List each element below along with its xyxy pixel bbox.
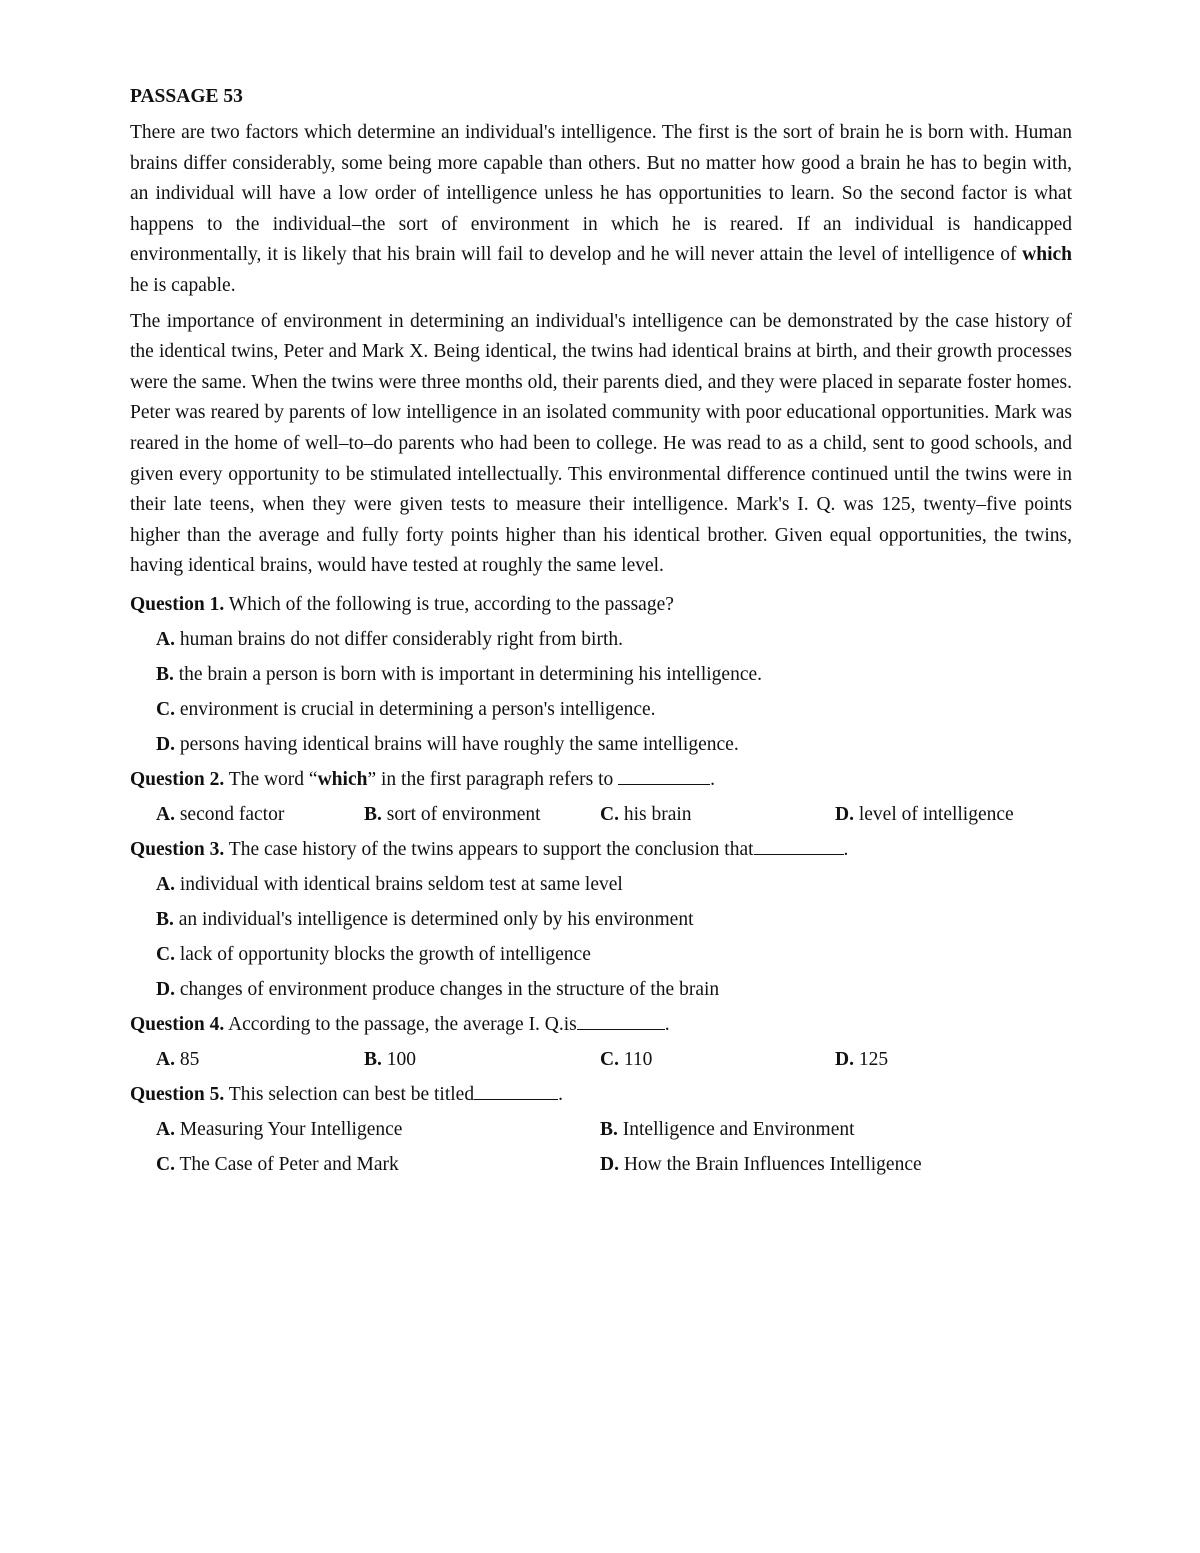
option-text: 85 bbox=[174, 1048, 200, 1070]
option-text: environment is crucial in determining a person's intelligence. bbox=[174, 698, 656, 720]
question-5-options-row-2 bbox=[156, 1147, 1072, 1182]
emphasized-word: which bbox=[1022, 244, 1072, 266]
option-letter: C. bbox=[600, 1048, 619, 1070]
option-letter: D. bbox=[835, 1048, 854, 1070]
question-4-option-b bbox=[364, 1042, 600, 1077]
question-3-option-c bbox=[156, 937, 1072, 972]
question-1-option-c bbox=[156, 692, 1072, 727]
answer-blank bbox=[618, 764, 710, 785]
option-text: sort of environment bbox=[381, 803, 541, 825]
question-5-options-row-1 bbox=[156, 1112, 1072, 1147]
question-5-text: This selection can best be titled bbox=[224, 1083, 475, 1105]
question-2-option-b bbox=[364, 797, 600, 832]
option-text: individual with identical brains seldom test at same level bbox=[174, 873, 623, 895]
option-letter: C. bbox=[600, 803, 619, 825]
option-text: Measuring Your Intelligence bbox=[174, 1118, 403, 1140]
question-3-option-a bbox=[156, 867, 1072, 902]
question-4-period: . bbox=[664, 1013, 670, 1035]
option-text: The Case of Peter and Mark bbox=[174, 1153, 399, 1175]
question-4-text: According to the passage, the average I. Q.is bbox=[224, 1013, 577, 1035]
option-letter: D. bbox=[156, 733, 175, 755]
question-5-option-c bbox=[156, 1147, 600, 1182]
option-text: second factor bbox=[174, 803, 285, 825]
option-letter: C. bbox=[156, 698, 175, 720]
option-letter: A. bbox=[156, 803, 175, 825]
question-2-label: Question 2. bbox=[130, 768, 225, 790]
option-letter: A. bbox=[156, 1048, 175, 1070]
paragraph-1 bbox=[130, 118, 1072, 302]
paragraph-1-end: he is capable. bbox=[130, 274, 236, 296]
question-2-option-c bbox=[600, 797, 835, 832]
document-page bbox=[130, 82, 1072, 1182]
option-text: Intelligence and Environment bbox=[617, 1118, 855, 1140]
answer-blank bbox=[577, 1009, 665, 1030]
question-1-option-b bbox=[156, 657, 1072, 692]
option-text: level of intelligence bbox=[853, 803, 1014, 825]
option-letter: B. bbox=[600, 1118, 618, 1140]
option-text: human brains do not differ considerably right from birth. bbox=[174, 628, 624, 650]
question-5-option-d bbox=[600, 1147, 922, 1182]
option-text: 100 bbox=[381, 1048, 417, 1070]
question-4-option-a bbox=[156, 1042, 364, 1077]
option-letter: A. bbox=[156, 873, 175, 895]
question-4-options bbox=[156, 1042, 1072, 1077]
question-4 bbox=[130, 1007, 1072, 1042]
question-3-period: . bbox=[843, 838, 849, 860]
option-text: changes of environment produce changes in the structure of the brain bbox=[174, 978, 720, 1000]
question-5-option-b bbox=[600, 1112, 855, 1147]
option-letter: D. bbox=[600, 1153, 619, 1175]
question-2-option-d bbox=[835, 797, 1014, 832]
option-text: persons having identical brains will have roughly the same intelligence. bbox=[174, 733, 739, 755]
question-1-text: Which of the following is true, according to the passage? bbox=[224, 593, 674, 615]
question-5-label: Question 5. bbox=[130, 1083, 225, 1105]
question-3-text: The case history of the twins appears to support the conclusion that bbox=[224, 838, 754, 860]
option-letter: B. bbox=[156, 663, 174, 685]
option-letter: A. bbox=[156, 628, 175, 650]
question-1-option-d bbox=[156, 727, 1072, 762]
question-3-option-b bbox=[156, 902, 1072, 937]
answer-blank bbox=[474, 1079, 558, 1100]
question-4-label: Question 4. bbox=[130, 1013, 225, 1035]
option-text: his brain bbox=[618, 803, 692, 825]
question-3 bbox=[130, 832, 1072, 867]
passage-title: PASSAGE 53 bbox=[130, 86, 243, 107]
option-text: 110 bbox=[618, 1048, 653, 1070]
option-text: 125 bbox=[853, 1048, 889, 1070]
question-5 bbox=[130, 1077, 1072, 1112]
question-4-option-c bbox=[600, 1042, 835, 1077]
option-letter: D. bbox=[835, 803, 854, 825]
option-letter: B. bbox=[364, 803, 382, 825]
question-1-label: Question 1. bbox=[130, 593, 225, 615]
answer-blank bbox=[754, 834, 844, 855]
question-3-label: Question 3. bbox=[130, 838, 225, 860]
paragraph-1-text: There are two factors which determine an individual's intelligence. The first is the sort of brain he is born with. Human brains differ considerably, some being more capable than others. But no matter how good a brain he has to begin with, an individual will have a low order of intelligence unless he has opportunities to learn. So the second factor is what happens to the individual–the sort of environment in which he is reared. If an individual is handicapped environmentally, it is likely that his brain will fail to develop and he will never attain the level of intelligence of bbox=[130, 122, 1072, 266]
question-5-period: . bbox=[558, 1083, 563, 1105]
question-1 bbox=[130, 587, 1072, 622]
question-2-options bbox=[156, 797, 1072, 832]
option-letter: A. bbox=[156, 1118, 175, 1140]
option-text: How the Brain Influences Intelligence bbox=[618, 1153, 922, 1175]
option-letter: B. bbox=[364, 1048, 382, 1070]
option-letter: B. bbox=[156, 908, 174, 930]
option-letter: D. bbox=[156, 978, 175, 1000]
option-text: the brain a person is born with is important in determining his intelligence. bbox=[173, 663, 763, 685]
question-5-option-a bbox=[156, 1112, 600, 1147]
question-3-option-d bbox=[156, 972, 1072, 1007]
question-4-option-d bbox=[835, 1042, 888, 1077]
question-1-option-a bbox=[156, 622, 1072, 657]
quoted-word: which bbox=[317, 768, 368, 790]
question-2-period: . bbox=[710, 768, 716, 790]
option-letter: C. bbox=[156, 943, 175, 965]
paragraph-2: The importance of environment in determining an individual's intelligence can be demonstrated by the case history of the identical twins, Peter and Mark X. Being identical, the twins had identical brains at birth, and their growth processes were the same. When the twins were three months old, their parents died, and they were placed in separate foster homes. Peter was reared by parents of low intelligence in an isolated community with poor educational opportunities. Mark was reared in the home of well–to–do parents who had been to college. He was read to as a child, sent to good schools, and given every opportunity to be stimulated intellectually. This environmental difference continued until the twins were in their late teens, when they were given tests to measure their intelligence. Mark's I. Q. was 125, twenty–five points higher than the average and fully forty points higher than his identical brother. Given equal opportunities, the twins, having identical brains, would have tested at roughly the same level. bbox=[130, 310, 1072, 577]
option-text: lack of opportunity blocks the growth of intelligence bbox=[174, 943, 591, 965]
option-text: an individual's intelligence is determined only by his environment bbox=[173, 908, 694, 930]
option-letter: C. bbox=[156, 1153, 175, 1175]
question-2 bbox=[130, 762, 1072, 797]
question-2-text: The word “ bbox=[224, 768, 318, 790]
question-2-option-a bbox=[156, 797, 364, 832]
question-2-text-end: ” in the first paragraph refers to bbox=[367, 768, 619, 790]
